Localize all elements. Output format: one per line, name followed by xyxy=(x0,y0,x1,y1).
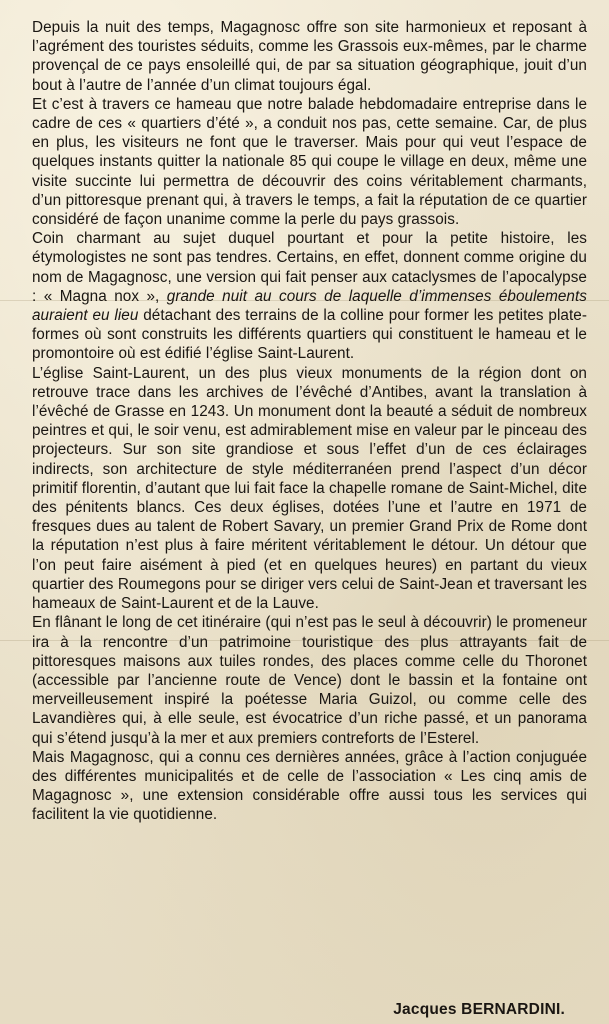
paragraph-etymologie xyxy=(32,229,587,363)
paragraph-intro: Depuis la nuit des temps, Magagnosc offre son site harmonieux et reposant à l’agrément des touristes séduits, comme les Grassois eux-mêmes, par le charme provençal de ce pays ensoleillé qui, de par sa situation géographique, jouit d’un bout à l’autre de l’année d’un climat toujours égal. xyxy=(32,19,587,94)
paragraph-itineraire: En flânant le long de cet itinéraire (qui n’est pas le seul à découvrir) le promeneur ira à la rencontre d’un patrimoine touristique des plus attrayants fait de pittoresques maisons aux tuiles rondes, des places comme celle du Thoronet (accessible par l’ancienne route de Vence) dont le bassin et la fontaine ont merveilleusement inspiré la poétesse Maria Guizol, ou comme celle des Lavandières qui, à elle seule, est évocatrice d’un riche passé, et un panorama qui s’étend jusqu’à la mer et aux premiers contreforts de l’Esterel. xyxy=(32,614,587,747)
paragraph-eglise: L’église Saint-Laurent, un des plus vieux monuments de la région dont on retrouve trace dans les archives de l’évêché d’Antibes, avant la translation à l’évêché de Grasse en 1243. Un monument dont la beauté a séduit de nombreux peintres et qui, le soir venu, est admirablement mise en valeur par le pinceau des projecteurs. Sur son site grandiose et sous l’effet d’un de ces éclairages indirects, son architecture de style méditerranéen prend l’aspect d’un décor primitif florentin, d’autant que lui fait face la chapelle romane de Saint-Michel, dite des pénitents blancs. Ces deux églises, dotées l’une et l’autre en 1971 de fresques dues au talent de Robert Savary, un premier Grand Prix de Rome dont la réputation n’est plus à faire méritent véritablement le détour. Un détour que l’on peut faire aisément à pied (et en quelques heures) en partant du vieux quartier des Roumegons pour se diriger vers celui de Saint-Jean et traversant les hameaux de Saint-Laurent et de la Lauve. xyxy=(32,364,587,613)
etymologie-italic-quote: grande nuit au cours de laquelle d’immenses éboulements auraient eu lieu xyxy=(32,287,587,325)
paragraph-services: Mais Magagnosc, qui a connu ces dernières années, grâce à l’action conjuguée des différentes municipalités et de celle de l’association « Les cinq amis de Magagnosc », une extension considérable offre aussi tous les services qui facilitent la vie quotidienne. xyxy=(32,748,587,824)
etymologie-text-start: Coin charmant au sujet duquel pourtant et pour la petite histoire, les étymologistes ne sont pas tendres. Certains, en effet, donnent comme origine du nom de Magagnosc, une version qui fait penser aux cataclysmes de l’apocalypse : « Magna nox », xyxy=(32,230,587,305)
etymologie-text-end: détachant des terrains de la colline pour former les petites plate-formes où sont construits les différents quartiers qui constituent le hameau et le promontoire où est édifié l’église Saint-Laurent. xyxy=(32,307,587,363)
article-body xyxy=(32,18,587,825)
paragraph-balade: Et c’est à travers ce hameau que notre balade hebdomadaire entreprise dans le cadre de ces « quartiers d’été », a conduit nos pas, cette semaine. Car, de plus en plus, les visiteurs ne font que le traverser. Mais pour qui veut l’espace de quelques instants quitter la nationale 85 qui coupe le village en deux, même une visite succinte lui permettra de découvrir des coins véritablement charmants, d’un pittoresque prenant qui, à travers le temps, a fait la réputation de ce quartier considéré de façon unanime comme la perle du pays grassois. xyxy=(32,95,587,229)
author-signature: Jacques BERNARDINI. xyxy=(393,1001,565,1018)
